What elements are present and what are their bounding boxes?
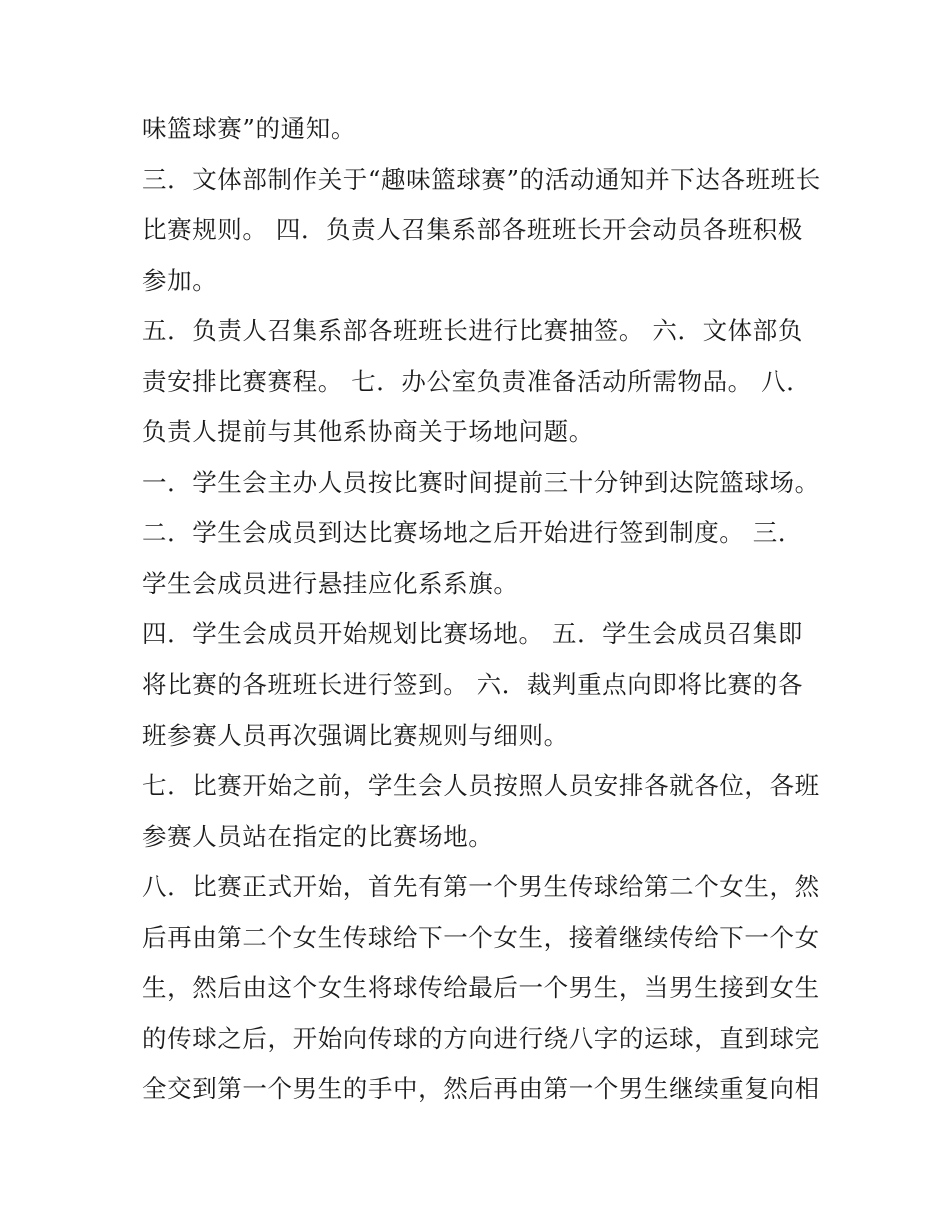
text-line: 四．学生会成员开始规划比赛场地。 五．学生会成员召集即: [142, 619, 803, 648]
text-line: 一．学生会主办人员按比赛时间提前三十分钟到达院篮球场。: [142, 468, 820, 497]
text-line: 二．学生会成员到达比赛场地之后开始进行签到制度。 三．: [142, 518, 803, 547]
text-line: 责安排比赛赛程。 七．办公室负责准备活动所需物品。 八．: [142, 367, 812, 396]
text-line: 班参赛人员再次强调比赛规则与细则。: [142, 721, 569, 750]
text-line: 五．负责人召集系部各班班长进行比赛抽签。 六．文体部负: [142, 316, 803, 345]
text-line: 负责人提前与其他系协商关于场地问题。: [142, 417, 594, 446]
text-line: 的传球之后，开始向传球的方向进行绕八字的运球，直到球完: [142, 1024, 820, 1053]
text-line: 将比赛的各班班长进行签到。 六．裁判重点向即将比赛的各: [142, 670, 803, 699]
text-line: 后再由第二个女生传球给下一个女生，接着继续传给下一个女: [142, 923, 820, 952]
text-line: 生，然后由这个女生将球传给最后一个男生，当男生接到女生: [142, 973, 820, 1002]
text-line: 参赛人员站在指定的比赛场地。: [142, 822, 494, 851]
text-line: 比赛规则。 四．负责人召集系部各班班长开会动员各班积极: [142, 215, 803, 244]
text-line: 七．比赛开始之前，学生会人员按照人员安排各就各位，各班: [142, 771, 820, 800]
text-line: 参加。: [142, 266, 218, 295]
text-line: 全交到第一个男生的手中，然后再由第一个男生继续重复向相: [142, 1074, 820, 1103]
text-line: 学生会成员进行悬挂应化系系旗。: [142, 569, 519, 598]
text-line: 味篮球赛”的通知。: [142, 114, 356, 143]
text-line: 三．文体部制作关于“趣味篮球赛”的活动通知并下达各班班长: [142, 165, 821, 194]
text-line: 八．比赛正式开始，首先有第一个男生传球给第二个女生，然: [142, 872, 820, 901]
